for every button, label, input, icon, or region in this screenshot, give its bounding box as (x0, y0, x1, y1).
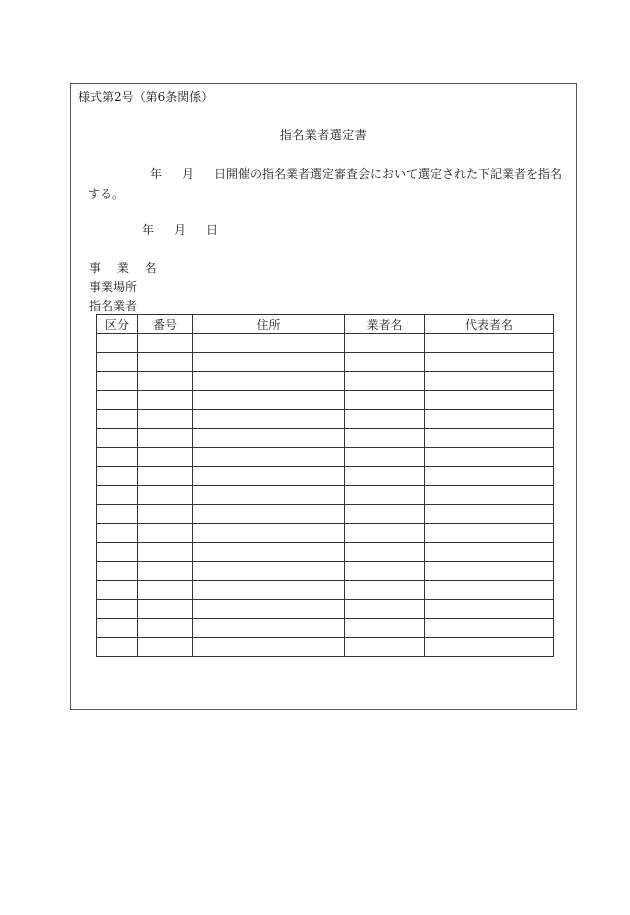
date-day: 日 (206, 223, 219, 237)
table-cell (193, 391, 345, 410)
issue-date (142, 221, 218, 238)
table-cell (345, 372, 425, 391)
statement-line-2: する。 (88, 187, 125, 201)
table-cell (345, 429, 425, 448)
table-row (97, 429, 554, 448)
table-cell (97, 334, 138, 353)
table-row (97, 448, 554, 467)
table-cell (425, 334, 554, 353)
table-cell (138, 486, 193, 505)
table-cell (425, 562, 554, 581)
table-cell (193, 334, 345, 353)
table-row (97, 410, 554, 429)
table-cell (425, 486, 554, 505)
header-address: 住所 (193, 315, 345, 334)
table-cell (97, 486, 138, 505)
project-name-label: 事 業 名 (89, 261, 163, 275)
table-cell (345, 524, 425, 543)
table-cell (97, 638, 138, 657)
table-cell (425, 353, 554, 372)
table-cell (425, 543, 554, 562)
document-title: 指名業者選定書 (279, 128, 368, 142)
table-cell (138, 448, 193, 467)
table-cell (345, 353, 425, 372)
table-cell (193, 524, 345, 543)
table-row (97, 543, 554, 562)
table-cell (97, 410, 138, 429)
statement-paragraph (88, 164, 561, 204)
table-cell (138, 410, 193, 429)
table-cell (138, 543, 193, 562)
table-cell (193, 619, 345, 638)
date-month: 月 (174, 223, 187, 237)
header-representative: 代表者名 (425, 315, 554, 334)
table-row (97, 505, 554, 524)
table-row (97, 638, 554, 657)
table-cell (138, 562, 193, 581)
table-cell (193, 581, 345, 600)
table-cell (97, 562, 138, 581)
table-cell (193, 562, 345, 581)
table-cell (345, 486, 425, 505)
header-vendor-name: 業者名 (345, 315, 425, 334)
table-cell (138, 429, 193, 448)
table-row (97, 353, 554, 372)
table-body (97, 334, 554, 657)
table-cell (97, 505, 138, 524)
table-row (97, 619, 554, 638)
project-location-label: 事業場所 (89, 280, 138, 294)
table-cell (97, 581, 138, 600)
table-cell (138, 505, 193, 524)
form-frame (70, 83, 577, 710)
table-cell (345, 638, 425, 657)
table-cell (345, 448, 425, 467)
table-row (97, 372, 554, 391)
table-cell (138, 600, 193, 619)
table-cell (345, 467, 425, 486)
table-cell (193, 486, 345, 505)
table-cell (138, 524, 193, 543)
table-row (97, 524, 554, 543)
table-cell (193, 543, 345, 562)
statement-text: 日開催の指名業者選定審査会において選定された下記業者を指名 (214, 167, 563, 181)
table-cell (97, 619, 138, 638)
header-category: 区分 (97, 315, 138, 334)
table-row (97, 486, 554, 505)
table-cell (97, 448, 138, 467)
table-cell (193, 448, 345, 467)
table-cell (97, 353, 138, 372)
header-number: 番号 (138, 315, 193, 334)
table-cell (138, 353, 193, 372)
table-cell (97, 391, 138, 410)
table-header-row (97, 315, 554, 334)
table-cell (193, 600, 345, 619)
date-year: 年 (142, 223, 155, 237)
table-row (97, 600, 554, 619)
nominated-vendors-label: 指名業者 (89, 299, 138, 313)
table-cell (138, 372, 193, 391)
table-cell (425, 638, 554, 657)
table-cell (345, 581, 425, 600)
table-cell (425, 505, 554, 524)
table-cell (97, 543, 138, 562)
table-row (97, 581, 554, 600)
table-row (97, 334, 554, 353)
table-row (97, 391, 554, 410)
table-cell (97, 429, 138, 448)
table-cell (97, 524, 138, 543)
table-cell (193, 638, 345, 657)
table-cell (193, 467, 345, 486)
table-cell (345, 505, 425, 524)
table-cell (425, 600, 554, 619)
table-row (97, 562, 554, 581)
statement-line-1 (88, 164, 561, 184)
table-cell (425, 581, 554, 600)
table-cell (425, 448, 554, 467)
table-cell (138, 467, 193, 486)
table-cell (138, 581, 193, 600)
table-cell (193, 505, 345, 524)
field-labels (89, 259, 163, 316)
table-cell (193, 372, 345, 391)
table-cell (345, 391, 425, 410)
table-cell (345, 543, 425, 562)
table-cell (193, 429, 345, 448)
table-cell (425, 619, 554, 638)
table-cell (345, 600, 425, 619)
statement-month: 月 (182, 167, 195, 181)
table-cell (138, 391, 193, 410)
table-cell (425, 467, 554, 486)
statement-year: 年 (150, 167, 163, 181)
vendor-table (96, 314, 554, 657)
table-cell (138, 334, 193, 353)
table-cell (193, 410, 345, 429)
table-cell (193, 353, 345, 372)
table-cell (138, 619, 193, 638)
form-number: 様式第2号（第6条関係） (78, 90, 214, 104)
table-cell (425, 429, 554, 448)
table-cell (97, 600, 138, 619)
table-cell (345, 619, 425, 638)
table-cell (345, 410, 425, 429)
table-row (97, 467, 554, 486)
table-cell (345, 334, 425, 353)
table-cell (425, 391, 554, 410)
table-cell (345, 562, 425, 581)
table-cell (425, 524, 554, 543)
table-cell (425, 410, 554, 429)
table-cell (138, 638, 193, 657)
table-cell (425, 372, 554, 391)
table-cell (97, 467, 138, 486)
table-cell (97, 372, 138, 391)
